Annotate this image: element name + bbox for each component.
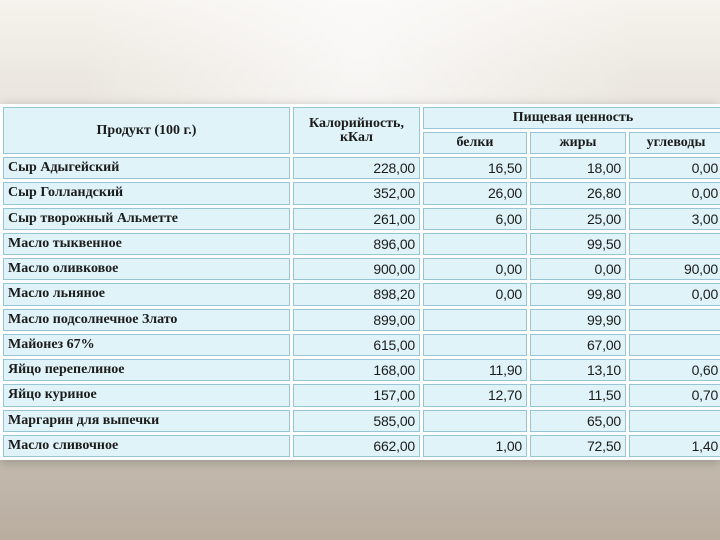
calories-cell: 585,00 [293,410,420,432]
proteins-cell: 26,00 [423,182,527,204]
proteins-cell [423,233,527,255]
product-name-cell: Сыр Адыгейский [3,157,290,179]
fats-cell: 99,90 [530,309,626,331]
table-row [3,410,720,432]
proteins-cell: 12,70 [423,384,527,406]
carbs-cell [629,334,720,356]
proteins-cell: 1,00 [423,435,527,457]
table-row [3,182,720,204]
proteins-cell: 16,50 [423,157,527,179]
table-row [3,435,720,457]
table-row [3,233,720,255]
fats-cell: 72,50 [530,435,626,457]
product-name-cell: Сыр творожный Альметте [3,208,290,230]
proteins-column-header: белки [423,132,527,154]
proteins-cell: 0,00 [423,258,527,280]
proteins-cell [423,410,527,432]
fats-cell: 26,80 [530,182,626,204]
carbs-cell: 90,00 [629,258,720,280]
fats-cell: 99,80 [530,283,626,305]
table-row [3,359,720,381]
carbs-cell: 0,70 [629,384,720,406]
calories-cell: 615,00 [293,334,420,356]
fats-cell: 99,50 [530,233,626,255]
product-name-cell: Масло тыквенное [3,233,290,255]
carbs-cell [629,309,720,331]
product-name-cell: Масло сливочное [3,435,290,457]
product-name-cell: Яйцо перепелиное [3,359,290,381]
table-row [3,334,720,356]
fats-cell: 13,10 [530,359,626,381]
calories-column-header: Калорийность, кКал [293,107,420,154]
calories-cell: 896,00 [293,233,420,255]
product-name-cell: Масло льняное [3,283,290,305]
fats-cell: 18,00 [530,157,626,179]
table-row [3,384,720,406]
product-name-cell: Яйцо куриное [3,384,290,406]
carbs-cell [629,233,720,255]
carbs-cell: 0,00 [629,157,720,179]
fats-cell: 0,00 [530,258,626,280]
carbs-cell: 0,00 [629,283,720,305]
calories-cell: 168,00 [293,359,420,381]
calories-cell: 261,00 [293,208,420,230]
proteins-cell: 11,90 [423,359,527,381]
fats-cell: 11,50 [530,384,626,406]
carbs-cell [629,410,720,432]
product-name-cell: Масло подсолнечное Злато [3,309,290,331]
proteins-cell: 0,00 [423,283,527,305]
table-body [3,157,720,457]
calories-cell: 662,00 [293,435,420,457]
table-row [3,208,720,230]
calories-cell: 899,00 [293,309,420,331]
carbs-cell: 0,00 [629,182,720,204]
product-name-cell: Майонез 67% [3,334,290,356]
proteins-cell: 6,00 [423,208,527,230]
calories-cell: 352,00 [293,182,420,204]
proteins-cell [423,334,527,356]
carbs-column-header: углеводы [629,132,720,154]
product-name-cell: Сыр Голландский [3,182,290,204]
calories-cell: 157,00 [293,384,420,406]
carbs-cell: 3,00 [629,208,720,230]
carbs-cell: 1,40 [629,435,720,457]
fats-column-header: жиры [530,132,626,154]
table-row [3,283,720,305]
proteins-cell [423,309,527,331]
fats-cell: 67,00 [530,334,626,356]
table-row [3,258,720,280]
product-name-cell: Маргарин для выпечки [3,410,290,432]
calories-cell: 898,20 [293,283,420,305]
fats-cell: 25,00 [530,208,626,230]
product-column-header: Продукт (100 г.) [3,107,290,154]
nutrition-table [0,104,720,460]
product-name-cell: Масло оливковое [3,258,290,280]
fats-cell: 65,00 [530,410,626,432]
table-row [3,309,720,331]
calories-cell: 900,00 [293,258,420,280]
table-row [3,157,720,179]
carbs-cell: 0,60 [629,359,720,381]
nutrition-table-panel [0,104,720,460]
table-header-row [3,107,720,129]
nutritional-value-header: Пищевая ценность [423,107,720,129]
calories-cell: 228,00 [293,157,420,179]
